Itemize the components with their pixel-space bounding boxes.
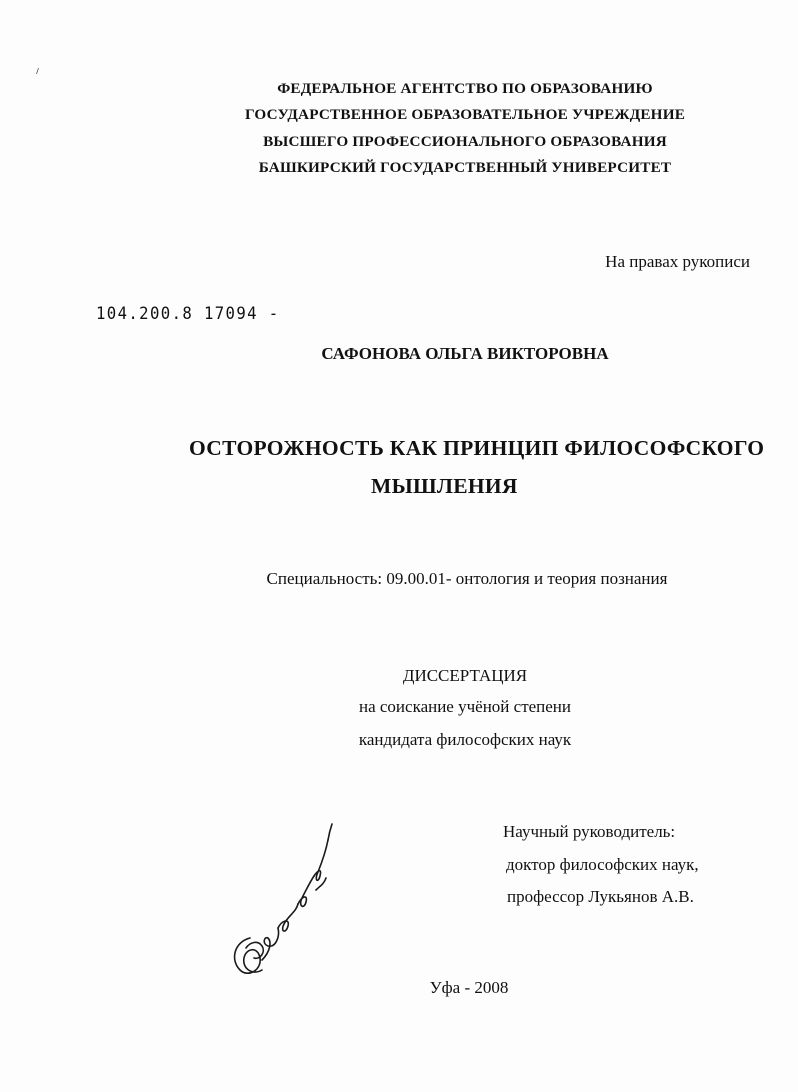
- header-line-4: БАШКИРСКИЙ ГОСУДАРСТВЕННЫЙ УНИВЕРСИТЕТ: [258, 159, 672, 176]
- title-line-2: МЫШЛЕНИЯ: [371, 474, 518, 498]
- title-line-1: ОСТОРОЖНОСТЬ КАК ПРИНЦИП ФИЛОСОФСКОГО: [189, 436, 765, 460]
- supervisor-degree: доктор философских наук,: [506, 855, 699, 874]
- rights-note: На правах рукописи: [605, 252, 750, 271]
- dissertation-degree-line-1: на соискание учёной степени: [358, 697, 572, 716]
- header-line-1: ФЕДЕРАЛЬНОЕ АГЕНТСТВО ПО ОБРАЗОВАНИЮ: [277, 80, 653, 97]
- dissertation-degree-line-2: кандидата философских наук: [358, 730, 572, 749]
- supervisor-label: Научный руководитель:: [503, 822, 676, 841]
- specialty-line: Специальность: 09.00.01- онтология и теория познания: [266, 569, 668, 588]
- header-line-3: ВЫСШЕГО ПРОФЕССИОНАЛЬНОГО ОБРАЗОВАНИЯ: [263, 133, 667, 150]
- header-line-2: ГОСУДАРСТВЕННОЕ ОБРАЗОВАТЕЛЬНОЕ УЧРЕЖДЕНИЕ: [244, 106, 686, 123]
- supervisor-name: профессор Лукьянов А.В.: [507, 887, 694, 906]
- registration-number: 104.200.8 17094 -: [96, 304, 280, 324]
- city-year: Уфа - 2008: [429, 978, 509, 997]
- author-name: САФОНОВА ОЛЬГА ВИКТОРОВНА: [321, 344, 609, 363]
- handwritten-signature: [228, 820, 348, 990]
- dissertation-heading: ДИССЕРТАЦИЯ: [402, 666, 528, 685]
- scan-speck: [36, 68, 39, 74]
